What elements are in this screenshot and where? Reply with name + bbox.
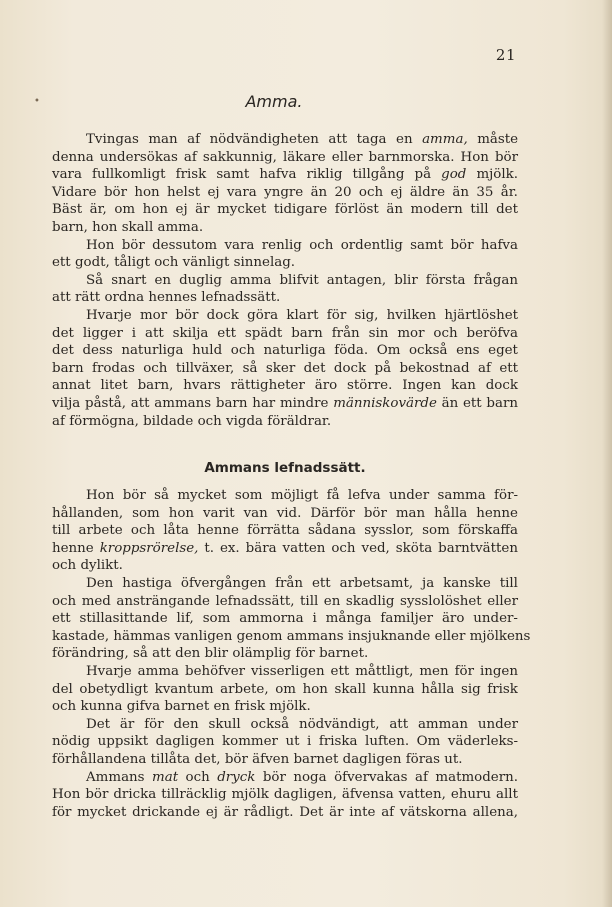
- page-title: Amma.: [245, 92, 303, 111]
- text-line: Tvingas man af nödvändigheten att taga en amma, måste: [86, 132, 519, 147]
- text-line: det ligger i att skilja ett spädt barn från sin mor och beröfva: [52, 325, 518, 341]
- text-line: Hon bör så mycket som möjligt få lefva under samma för-: [86, 488, 518, 503]
- page-number: 21: [495, 46, 516, 64]
- text-line: barn, hon skall amma.: [52, 219, 204, 235]
- text-line: vara fullkomligt frisk samt hafva riklig tillgång på god mjölk.: [52, 167, 519, 183]
- section-lefnadssatt-body: [52, 487, 531, 821]
- text-line: Ammans mat och dryck bör noga öfvervakas af matmodern.: [86, 769, 518, 785]
- text-line: denna undersökas af sakkunnig, läkare eller barnmorska. Hon bör: [52, 149, 518, 165]
- text-line: förändring, så att den blir olämplig för barnet.: [52, 646, 369, 662]
- text-line: ett stillasittande lif, som ammorna i många familjer äro under-: [52, 611, 518, 627]
- text-line: och kunna gifva barnet en frisk mjölk.: [52, 699, 311, 715]
- text-line: det dess naturliga huld och naturliga föda. Om också ens eget: [52, 343, 518, 359]
- text-line: Hvarje mor bör dock göra klart för sig, hvilken hjärtlöshet: [86, 307, 519, 323]
- text-line: och dylikt.: [52, 558, 123, 574]
- text-line: ett godt, tåligt och vänligt sinnelag.: [52, 255, 296, 271]
- section-heading: Ammans lefnadssätt.: [204, 460, 366, 476]
- text-line: kastade, hämmas vanligen genom ammans insjuknande eller mjölkens: [52, 628, 531, 644]
- text-line: Vidare bör hon helst ej vara yngre än 20 och ej äldre än 35 år.: [52, 184, 518, 200]
- text-line: för mycket drickande ej är rådligt. Det är inte af vätskorna allena,: [52, 804, 518, 820]
- text-line: vilja påstå, att ammans barn har mindre människovärde än ett barn: [52, 395, 519, 411]
- text-line: barn frodas och tillväxer, så sker det dock på bekostnad af ett: [52, 360, 519, 376]
- section-amma-body: [52, 131, 518, 430]
- text-line: henne kroppsrörelse, t. ex. bära vatten och ved, sköta barntvätten: [52, 540, 518, 556]
- text-line: Hvarje amma behöfver visserligen ett måttligt, men för ingen: [86, 663, 518, 679]
- text-line: Hon bör dessutom vara renlig och ordentlig samt bör hafva: [86, 237, 518, 253]
- text-line: förhållandena tillåta det, bör äfven barnet dagligen föras ut.: [52, 751, 463, 767]
- text-line: annat litet barn, hvars rättigheter äro större. Ingen kan dock: [52, 378, 518, 394]
- page-edge-shadow: [602, 0, 612, 907]
- text-line: till arbete och låta henne förrätta sådana sysslor, som förskaffa: [52, 523, 518, 539]
- text-line: hållanden, som hon varit van vid. Därför bör man hålla henne: [52, 505, 518, 521]
- text-line: Bäst är, om hon ej är mycket tidigare förlöst än modern till det: [52, 202, 518, 218]
- text-line: del obetydligt kvantum arbete, om hon skall kunna hålla sig frisk: [52, 681, 518, 697]
- text-line: Den hastiga öfvergången från ett arbetsamt, ja kanske till: [86, 575, 518, 591]
- margin-mark: •: [34, 96, 40, 107]
- text-line: nödig uppsikt dagligen kommer ut i friska luften. Om väderleks-: [52, 734, 519, 750]
- text-line: Så snart en duglig amma blifvit antagen, blir första frågan: [86, 272, 518, 288]
- text-line: Hon bör dricka tillräcklig mjölk dagligen, äfvensa vatten, ehuru allt: [52, 787, 518, 803]
- text-line: Det är för den skull också nödvändigt, att amman under: [86, 716, 518, 732]
- text-line: att rätt ordna hennes lefnadssätt.: [52, 290, 281, 306]
- text-line: och med ansträngande lefnadssätt, till en skadlig sysslolöshet eller: [52, 593, 519, 609]
- text-line: af förmögna, bildade och vigda föräldrar.: [52, 413, 332, 429]
